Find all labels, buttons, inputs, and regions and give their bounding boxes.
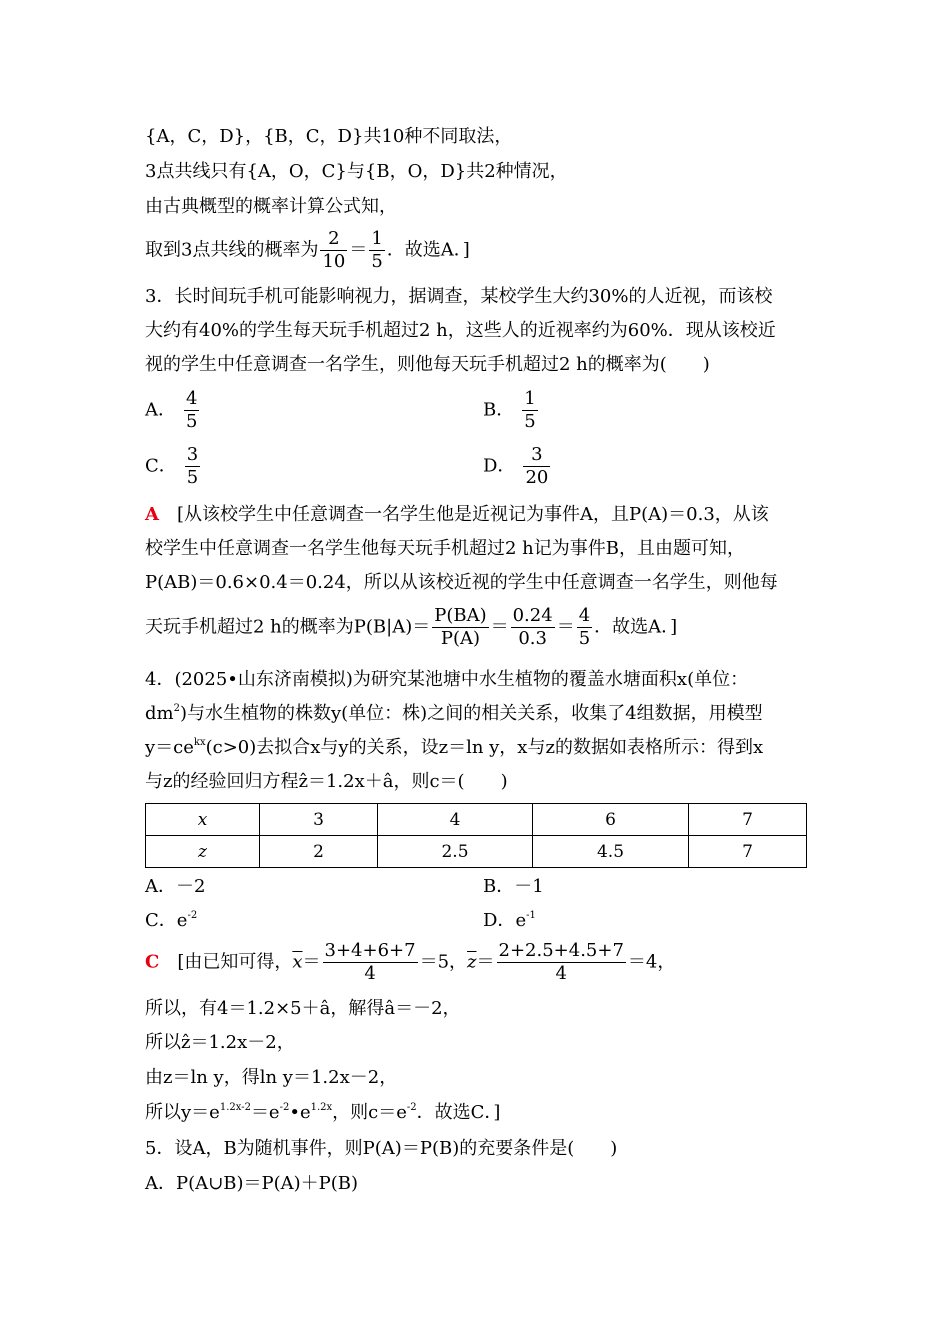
option-d [483, 444, 552, 489]
fraction-denominator: 5 [578, 628, 591, 649]
fraction [497, 940, 626, 985]
solution-line: 由z＝ln y，得ln y＝1.2x－2， [145, 1067, 398, 1088]
table-header-cell [146, 804, 260, 836]
text: dm [145, 703, 174, 724]
superscript: -2 [187, 910, 198, 921]
question-4-stem: 与z的经验回归方程ẑ＝1.2x＋â，则c＝( ) [145, 771, 508, 792]
fraction-numerator: 3 [523, 444, 550, 467]
fraction-numerator: 1 [524, 388, 536, 409]
option-label: B． [483, 876, 515, 897]
solution-line [145, 503, 807, 527]
superscript: 2 [173, 703, 180, 714]
text: y＝ce [145, 737, 194, 758]
option-a [145, 872, 205, 898]
text: [从该校学生中任意调查一名学生他是近视记为事件A，且P(A)＝0.3，从该 [176, 504, 769, 525]
text: )与水生植物的株数y(单位：株)之间的相关关系，收集了4组数据，用模型 [179, 703, 763, 724]
question-3-stem: 3．长时间玩手机可能影响视力，据调查，某校学生大约30%的人近视，而该校 [145, 286, 773, 307]
data-table [145, 803, 807, 868]
solution-line [145, 228, 807, 273]
fraction [184, 388, 199, 433]
fraction-denominator: 5 [186, 467, 199, 488]
mean-symbol: $\overline{x}$ [292, 951, 303, 973]
cell-text: z [198, 841, 207, 862]
text: (c>0)去拟合x与y的关系，设z＝ln y，x与z的数据如表格所示：得到x [205, 737, 764, 758]
solution-line: 校学生中任意调查一名学生他每天玩手机超过2 h记为事件B，且由题可知， [145, 538, 745, 559]
option-b [483, 388, 540, 433]
fraction-denominator: 5 [371, 251, 383, 272]
cell-text: x [197, 809, 208, 830]
text: ＝e [250, 1102, 280, 1123]
fraction-denominator: 10 [322, 251, 346, 272]
option-d [483, 906, 536, 932]
fraction-numerator: 3 [186, 444, 199, 465]
fraction [320, 228, 347, 273]
option-label: D． [483, 910, 516, 931]
option-a: A．P(A∪B)＝P(A)＋P(B) [145, 1173, 359, 1194]
text: ，则c＝e [332, 1102, 407, 1123]
option-label: A． [145, 399, 176, 421]
fraction [432, 605, 488, 650]
text: ．故选A．] [386, 239, 470, 261]
mean-symbol: $\overline{z}$ [467, 951, 477, 973]
fraction-numerator: 4 [578, 605, 591, 626]
fraction [369, 228, 384, 273]
fraction-numerator: 1 [371, 228, 383, 249]
table-row [146, 804, 807, 836]
solution-line: 所以ẑ＝1.2x－2， [145, 1032, 295, 1053]
fraction [523, 444, 550, 489]
option-label: C． [145, 455, 177, 477]
option-a [145, 388, 201, 433]
fraction [511, 605, 555, 650]
fraction [323, 940, 418, 985]
text: ＝ [490, 616, 509, 638]
question-4-stem [145, 702, 807, 726]
question-4-stem [145, 736, 807, 760]
answer-letter: C [145, 951, 160, 973]
superscript: -2 [279, 1102, 290, 1113]
table-cell: 2 [260, 836, 378, 868]
option-text: e [515, 910, 527, 931]
solution-line: 3点共线只有{A，O，C}与{B，O，D}共2种情况， [145, 161, 568, 182]
superscript: 1.2x-2 [219, 1102, 251, 1113]
option-label: C． [145, 910, 177, 931]
superscript: -1 [526, 910, 536, 921]
solution-line [145, 940, 807, 985]
question-4-stem: 4．(2025•山东济南模拟)为研究某池塘中水生植物的覆盖水塘面积x(单位： [145, 669, 749, 690]
text: 取到3点共线的概率为 [145, 239, 319, 261]
fraction-numerator: P(BA) [434, 605, 487, 626]
table-row [146, 836, 807, 868]
text: ＝4， [627, 951, 676, 973]
fraction-denominator: P(A) [440, 628, 480, 649]
option-c [145, 444, 202, 489]
text: ＝ [476, 951, 495, 973]
option-text: －2 [176, 876, 206, 897]
fraction-numerator: 2 [320, 228, 347, 251]
fraction-numerator: 3+4+6+7 [324, 940, 416, 961]
fraction-denominator: 4 [364, 963, 376, 984]
table-cell: 3 [260, 804, 378, 836]
fraction [185, 444, 200, 489]
table-cell: 6 [533, 804, 689, 836]
solution-line: P(AB)＝0.6×0.4＝0.24，所以从该校近视的学生中任意调查一名学生，则他每 [145, 572, 778, 593]
fraction-denominator: 0.3 [518, 628, 547, 649]
fraction-denominator: 5 [186, 411, 198, 432]
fraction-denominator: 20 [525, 467, 549, 488]
text: 天玩手机超过2 h的概率为P(B|A)＝ [145, 616, 431, 638]
text: •e [289, 1102, 311, 1123]
superscript: 1.2x [310, 1102, 333, 1113]
option-label: A． [145, 876, 176, 897]
text: [由已知可得， [177, 951, 293, 973]
solution-line: 所以，有4＝1.2×5＋â，解得â＝－2， [145, 998, 461, 1019]
text: ．故选C．] [416, 1102, 501, 1123]
fraction-numerator: 2+2.5+4.5+7 [498, 940, 624, 961]
text: ＝ [556, 616, 575, 638]
fraction [522, 388, 537, 433]
solution-line [145, 1101, 807, 1125]
table-cell: 7 [689, 804, 807, 836]
superscript: kx [193, 737, 206, 748]
fraction [577, 605, 592, 650]
text: ＝5， [419, 951, 468, 973]
fraction-denominator: 4 [555, 963, 567, 984]
text: ＝ [302, 951, 321, 973]
solution-line: {A，C，D}，{B，C，D}共10种不同取法， [145, 126, 513, 147]
table-cell: 4 [378, 804, 533, 836]
table-cell: 4.5 [533, 836, 689, 868]
table-header-cell [146, 836, 260, 868]
fraction-numerator: 0.24 [512, 605, 553, 626]
text: 所以y＝e [145, 1102, 220, 1123]
table-cell: 7 [689, 836, 807, 868]
option-b [483, 872, 544, 898]
option-c [145, 906, 197, 932]
table-cell: 2.5 [378, 836, 533, 868]
text: ．故选A．] [594, 616, 678, 638]
solution-line: 由古典概型的概率计算公式知， [145, 196, 397, 217]
fraction-denominator: 5 [524, 411, 536, 432]
option-text: e [176, 910, 188, 931]
answer-letter: A [145, 504, 159, 525]
question-3-stem: 视的学生中任意调查一名学生，则他每天玩手机超过2 h的概率为( ) [145, 354, 710, 375]
fraction-numerator: 4 [186, 388, 198, 409]
text: ＝ [349, 239, 368, 261]
option-label: D． [483, 455, 516, 477]
solution-line [145, 605, 807, 650]
question-5-stem: 5．设A，B为随机事件，则P(A)＝P(B)的充要条件是( ) [145, 1138, 618, 1159]
option-label: B． [483, 399, 515, 421]
question-3-stem: 大约有40%的学生每天玩手机超过2 h，这些人的近视率约为60%．现从该校近 [145, 320, 776, 341]
superscript: -2 [406, 1102, 417, 1113]
option-text: －1 [514, 876, 544, 897]
